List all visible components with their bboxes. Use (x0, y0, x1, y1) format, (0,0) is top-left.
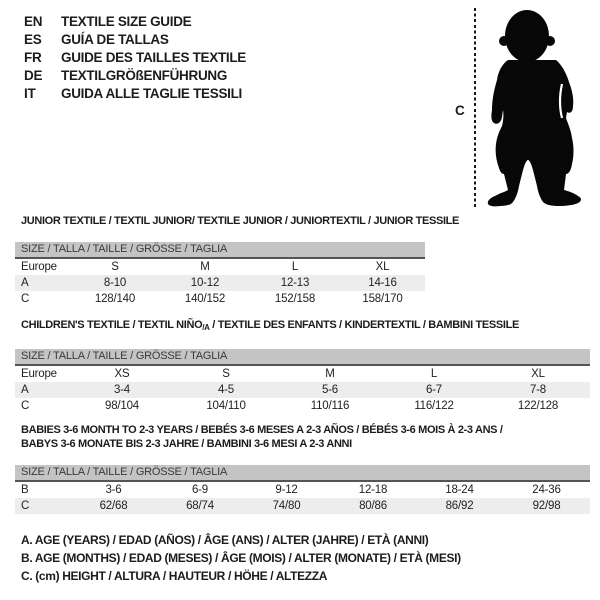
babies-table (15, 482, 590, 514)
table-row (15, 259, 425, 275)
table-row (15, 498, 590, 514)
legend-line-a: A. AGE (YEARS) / EDAD (AÑOS) / ÂGE (ANS) / ALTER (JAHRE) / ETÀ (ANNI) (21, 533, 429, 547)
row-label: B (21, 484, 29, 496)
cell: 12-13 (280, 277, 310, 289)
cell: M (200, 261, 210, 273)
cell: 104/110 (206, 400, 246, 412)
cell: 128/140 (94, 293, 136, 305)
table-row (15, 398, 590, 414)
cell: 62/68 (99, 500, 128, 512)
language-row-it (24, 85, 246, 103)
language-row-fr (24, 49, 246, 67)
children-section (15, 318, 590, 414)
guide-title-en: TEXTILE SIZE GUIDE (61, 14, 192, 29)
cell: 152/158 (274, 293, 316, 305)
cell: L (291, 261, 299, 273)
cell: 6-7 (425, 384, 443, 396)
baby-ear-right (545, 36, 555, 46)
table-row (15, 366, 590, 382)
junior-section (15, 214, 460, 307)
cell: XL (375, 261, 390, 273)
cell: 140/152 (184, 293, 226, 305)
height-c-label: C (455, 103, 465, 118)
spacer (15, 451, 590, 465)
junior-title: JUNIOR TEXTILE / TEXTIL JUNIOR/ TEXTILE JUNIOR / JUNIORTEXTIL / JUNIOR TESSILE (21, 215, 460, 227)
table-row (15, 382, 590, 398)
cell: 116/122 (414, 400, 454, 412)
cell: S (222, 368, 230, 380)
language-row-es (24, 31, 246, 49)
legend-line-c: C. (cm) HEIGHT / ALTURA / HAUTEUR / HÖHE / ALTEZZA (21, 569, 328, 583)
legend (21, 531, 461, 585)
baby-silhouette (478, 0, 600, 212)
row-label: Europe (21, 261, 57, 273)
language-code: ES (24, 32, 42, 47)
table-row (15, 482, 590, 498)
spacer (15, 228, 425, 242)
language-code: DE (24, 68, 43, 83)
children-size-header-bar: SIZE / TALLA / TAILLE / GRÖSSE / TAGLIA (15, 349, 590, 366)
row-label: A (21, 384, 29, 396)
cell: 9-12 (275, 484, 298, 496)
babies-title-line2: BABYS 3-6 MONATE BIS 2-3 JAHRE / BAMBINI 3-6 MESI A 2-3 ANNI (21, 438, 352, 450)
baby-head (505, 10, 549, 62)
cell: 7-8 (529, 384, 547, 396)
children-title-sub: /A (202, 323, 210, 332)
junior-table (15, 259, 425, 307)
language-code: EN (24, 14, 43, 29)
table-row (15, 291, 425, 307)
junior-size-header-bar: SIZE / TALLA / TAILLE / GRÖSSE / TAGLIA (15, 242, 425, 259)
cell: 74/80 (272, 500, 301, 512)
cell: XL (531, 368, 545, 380)
cell: 3-4 (113, 384, 131, 396)
babies-title-line1: BABIES 3-6 MONTH TO 2-3 YEARS / BEBÉS 3-6 MESES A 2-3 AÑOS / BÉBÉS 3-6 MOIS À 2-3 ANS / (21, 424, 503, 436)
cell: 68/74 (186, 500, 214, 512)
cell: 10-12 (190, 277, 220, 289)
cell: 8-10 (103, 277, 127, 289)
children-table (15, 366, 590, 414)
table-row (15, 275, 425, 291)
guide-title-fr: GUIDE DES TAILLES TEXTILE (61, 50, 247, 65)
guide-title-it: GUIDA ALLE TAGLIE TESSILI (61, 86, 242, 101)
cell: M (325, 368, 335, 380)
cell: 110/116 (310, 400, 350, 412)
children-title (21, 318, 590, 335)
cell: 18-24 (445, 484, 474, 496)
language-code: FR (24, 50, 42, 65)
baby-ear-left (499, 36, 509, 46)
cell: 24-36 (532, 484, 561, 496)
cell: S (111, 261, 119, 273)
cell: 158/170 (362, 293, 403, 305)
children-title-text: / TEXTILE DES ENFANTS / KINDERTEXTIL / BAMBINI TESSILE (209, 319, 519, 331)
row-label: C (21, 400, 30, 412)
language-list (24, 13, 246, 103)
cell: 92/98 (532, 500, 561, 512)
cell: 98/104 (105, 400, 139, 412)
language-row-de (24, 67, 246, 85)
row-label: C (21, 293, 30, 305)
babies-section (15, 423, 590, 514)
cell: 5-6 (321, 384, 339, 396)
cell: XS (114, 368, 130, 380)
guide-title-de: TEXTILGRÖßENFÜHRUNG (61, 68, 228, 83)
language-row-en (24, 13, 246, 31)
cell: L (430, 368, 438, 380)
cell: 86/92 (445, 500, 474, 512)
cell: 80/86 (359, 500, 387, 512)
cell: 6-9 (191, 484, 209, 496)
row-label: A (21, 277, 29, 289)
children-title-text: CHILDREN'S TEXTILE / TEXTIL NIÑO (21, 319, 203, 331)
legend-line-b: B. AGE (MONTHS) / EDAD (MESES) / ÂGE (MOIS) / ALTER (MONATE) / ETÀ (MESI) (21, 551, 461, 565)
cell: 4-5 (217, 384, 235, 396)
language-code: IT (24, 86, 36, 101)
cell: 14-16 (368, 277, 397, 289)
baby-body-shape (488, 60, 581, 206)
cell: 3-6 (105, 484, 122, 496)
row-label: C (21, 500, 30, 512)
row-label: Europe (21, 368, 57, 380)
height-dotted-line (474, 8, 476, 207)
babies-size-header-bar: SIZE / TALLA / TAILLE / GRÖSSE / TAGLIA (15, 465, 590, 482)
spacer (15, 335, 590, 349)
cell: 12-18 (358, 484, 388, 496)
cell: 122/128 (517, 400, 559, 412)
guide-title-es: GUÍA DE TALLAS (61, 32, 169, 47)
